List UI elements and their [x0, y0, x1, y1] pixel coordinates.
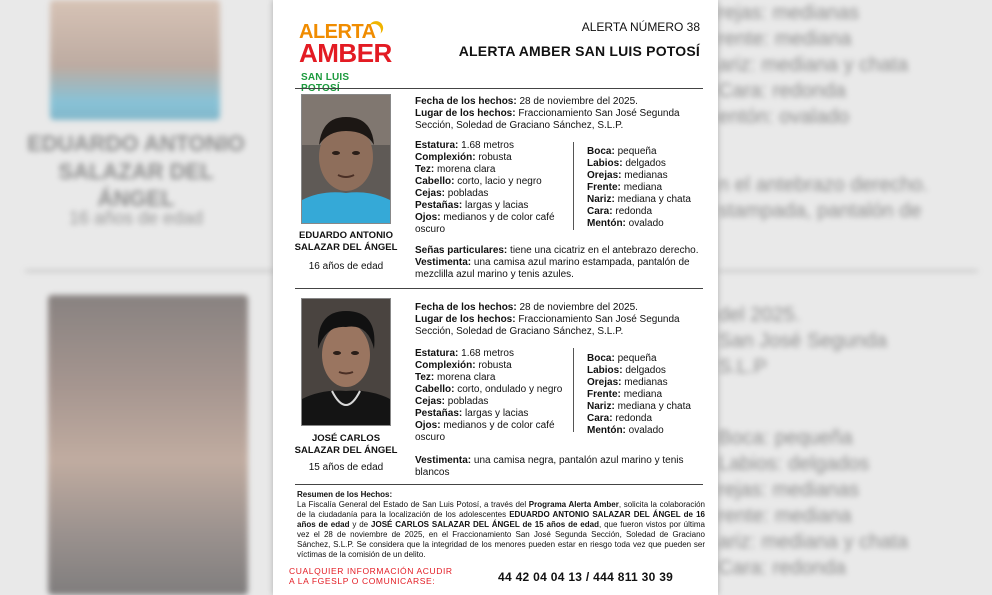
summary-text-part: , solicita la colaboración de la ciudadanía para la localización de los adolescentes: [297, 500, 706, 519]
background-photo-top: [50, 0, 220, 120]
person-name-2-line2: SALAZAR DEL ÁNGEL: [294, 444, 398, 456]
background-text-block-2: [718, 172, 928, 224]
person-2-event-info: [415, 302, 705, 338]
label: Tez:: [415, 372, 435, 383]
person-1-physical-right: [587, 146, 709, 230]
divider: [295, 288, 703, 289]
person-2-clothing: [415, 455, 711, 479]
label: Complexión:: [415, 152, 476, 163]
column-divider: [573, 348, 574, 432]
value: delgados: [625, 365, 666, 376]
person-2-physical-right: [587, 353, 709, 437]
label: Nariz:: [587, 194, 615, 205]
label: Cabello:: [415, 176, 455, 187]
summary-text: [297, 500, 705, 560]
background-divider-right: [718, 270, 978, 272]
value: mezclilla azul marino y tenis azules.: [415, 269, 574, 280]
person-photo-2: [301, 298, 391, 426]
bg-text-line: S.L.P: [718, 356, 767, 378]
bg-text-line: del 2025.: [718, 304, 801, 326]
person-photo-2-art: [302, 299, 390, 425]
person-1-physical-left: [415, 140, 565, 236]
label: Lugar de los hechos:: [415, 314, 516, 325]
label: Mentón:: [587, 218, 626, 229]
lugar-value-2: Sección, Soledad de Graciano Sánchez, S.L.P.: [415, 326, 624, 337]
summary-text-part: y de: [349, 520, 372, 529]
value: 1.68 metros: [461, 348, 514, 359]
person-2-physical-left: [415, 348, 565, 444]
person-1-marks-clothing: [415, 245, 711, 281]
value: medianos y de color café: [443, 212, 555, 223]
divider: [295, 88, 703, 89]
label: Frente:: [587, 182, 621, 193]
value: largas y lacias: [465, 200, 529, 211]
person-name-2-line1: JOSÉ CARLOS: [311, 433, 381, 444]
background-left-panel: [0, 0, 272, 595]
person-age-2: 15 años de edad: [308, 462, 384, 473]
background-name: EDUARDO ANTONIO SALAZAR DEL ÁNGEL: [27, 131, 245, 211]
summary-text-bold: JOSÉ CARLOS SALAZAR DEL ÁNGEL de 15 años de edad: [371, 520, 599, 529]
amber-alert-card: [273, 0, 718, 595]
value: delgados: [625, 158, 666, 169]
value: medianos y de color café: [443, 420, 555, 431]
person-1-event-info: [415, 96, 705, 132]
logo-text-amber: AMBER: [299, 38, 392, 68]
label: Pestañas:: [415, 408, 463, 419]
value: pequeña: [617, 353, 657, 364]
fecha-value: 28 de noviembre del 2025.: [519, 302, 638, 313]
label: Cejas:: [415, 188, 446, 199]
value: medianas: [624, 170, 668, 181]
label: Estatura:: [415, 140, 459, 151]
background-divider: [25, 270, 275, 272]
person-photo-1-art: [302, 95, 390, 223]
lugar-value-2: Sección, Soledad de Graciano Sánchez, S.L.P.: [415, 120, 624, 131]
summary-text-bold: Programa Alerta Amber: [528, 500, 619, 509]
label: Boca:: [587, 146, 615, 157]
summary-title: Resumen de los Hechos:: [297, 490, 393, 499]
value: morena clara: [437, 372, 496, 383]
bg-text-line: rente: mediana: [718, 505, 852, 527]
value: una camisa azul marino estampada, pantalón de: [473, 257, 690, 268]
person-name-1-line2: SALAZAR DEL ÁNGEL: [294, 241, 398, 253]
label: Cara:: [587, 413, 613, 424]
value: corto, lacio y negro: [457, 176, 542, 187]
fecha-value: 28 de noviembre del 2025.: [519, 96, 638, 107]
label: Labios:: [587, 158, 623, 169]
column-divider: [573, 142, 574, 230]
lugar-value: Fraccionamiento San José Segunda: [518, 108, 680, 119]
contact-instructions: CUALQUIER INFORMACIÓN ACUDIR A LA FGESLP O COMUNICARSE:: [289, 566, 453, 586]
label: Mentón:: [587, 425, 626, 436]
label: Lugar de los hechos:: [415, 108, 516, 119]
label: Frente:: [587, 389, 621, 400]
value: morena clara: [437, 164, 496, 175]
label: Cabello:: [415, 384, 455, 395]
background-photo-bottom: [48, 295, 248, 595]
value: corto, ondulado y negro: [457, 384, 563, 395]
bg-text-line: n el antebrazo derecho.: [718, 174, 929, 196]
summary-text-bold: EDUARDO ANTONIO SALAZAR DEL ÁNGEL de 16 años de edad: [297, 510, 705, 529]
alerta-amber-logo: [299, 22, 391, 88]
value: oscuro: [415, 432, 446, 443]
value: pobladas: [447, 188, 489, 199]
value: mediana: [623, 389, 663, 400]
value: pobladas: [447, 396, 489, 407]
alert-number: ALERTA NÚMERO 38: [581, 20, 700, 34]
background-text-block-3: [718, 302, 887, 380]
label: Nariz:: [587, 401, 615, 412]
value: 1.68 metros: [461, 140, 514, 151]
background-right-panel: [718, 0, 992, 595]
summary-block: [297, 490, 705, 560]
bg-text-line: ariz: mediana y chata: [718, 54, 909, 76]
lugar-value: Fraccionamiento San José Segunda: [518, 314, 680, 325]
person-age-1: 16 años de edad: [308, 261, 384, 272]
value: robusta: [478, 152, 512, 163]
label: Orejas:: [587, 377, 622, 388]
bg-text-line: stampada, pantalón de: [718, 200, 922, 222]
value: pequeña: [617, 146, 657, 157]
background-text-block-4: [718, 425, 908, 581]
value: mediana y chata: [617, 401, 691, 412]
value: redonda: [615, 413, 653, 424]
bg-text-line: ariz: mediana y chata: [718, 531, 909, 553]
label: Fecha de los hechos:: [415, 302, 517, 313]
label: Ojos:: [415, 212, 441, 223]
bg-text-line: Cara: redonda: [718, 557, 846, 579]
value: ovalado: [628, 218, 664, 229]
label: Estatura:: [415, 348, 459, 359]
label: Complexión:: [415, 360, 476, 371]
summary-text-part: La Fiscalía General del Estado de San Luis Potosí, a través del: [297, 500, 529, 509]
label: Cara:: [587, 206, 613, 217]
summary-text-part: , que fueron vistos por última vez el 28 de noviembre de 2025, en el Fraccionamiento San José Segunda Sección, Soledad de Graciano Sánchez, S.L.P. Se considera que la integridad de los menores pueden estar en riesgo toda vez que pueden ser víctimas de la comisión de un delito.: [297, 520, 706, 559]
label: Labios:: [587, 365, 623, 376]
bg-text-line: Labios: delgados: [718, 453, 870, 475]
value: largas y lacias: [465, 408, 529, 419]
value: mediana y chata: [617, 194, 691, 205]
person-name-2: [281, 433, 411, 457]
value: medianas: [624, 377, 668, 388]
person-photo-1: [301, 94, 391, 224]
person-name-1: [281, 230, 411, 254]
value: redonda: [615, 206, 653, 217]
value: ovalado: [628, 425, 664, 436]
background-age: 16 años de edad: [68, 208, 204, 228]
bg-text-line: rejas: medianas: [718, 2, 860, 24]
logo-text-alerta: ALERTA: [299, 21, 376, 43]
value: blancos: [415, 467, 450, 478]
value: mediana: [623, 182, 663, 193]
bg-text-line: Cara: redonda: [718, 80, 846, 102]
bg-text-line: Boca: pequeña: [718, 427, 853, 449]
alert-title: ALERTA AMBER SAN LUIS POTOSÍ: [458, 43, 700, 59]
value: una camisa negra, pantalón azul marino y tenis: [473, 455, 684, 466]
value: oscuro: [415, 224, 446, 235]
label: Señas particulares:: [415, 245, 508, 256]
bg-text-line: entón: ovalado: [718, 106, 850, 128]
logo-text-state: SAN LUIS: [301, 72, 350, 83]
bg-text-line: rente: mediana: [718, 28, 852, 50]
contact-phone-numbers[interactable]: 44 42 04 04 13 / 444 811 30 39: [498, 570, 674, 584]
label: Cejas:: [415, 396, 446, 407]
label: Ojos:: [415, 420, 441, 431]
label: Vestimenta:: [415, 455, 472, 466]
value: tiene una cicatriz en el antebrazo derecho.: [510, 245, 699, 256]
person-name-1-line1: EDUARDO ANTONIO: [299, 230, 393, 241]
label: Orejas:: [587, 170, 622, 181]
label: Pestañas:: [415, 200, 463, 211]
bg-text-line: San José Segunda: [718, 330, 888, 352]
label: Boca:: [587, 353, 615, 364]
divider: [295, 484, 703, 485]
label: Fecha de los hechos:: [415, 96, 517, 107]
bg-text-line: rejas: medianas: [718, 479, 860, 501]
label: Tez:: [415, 164, 435, 175]
value: robusta: [478, 360, 512, 371]
background-text-block-1: [718, 0, 908, 130]
label: Vestimenta:: [415, 257, 472, 268]
